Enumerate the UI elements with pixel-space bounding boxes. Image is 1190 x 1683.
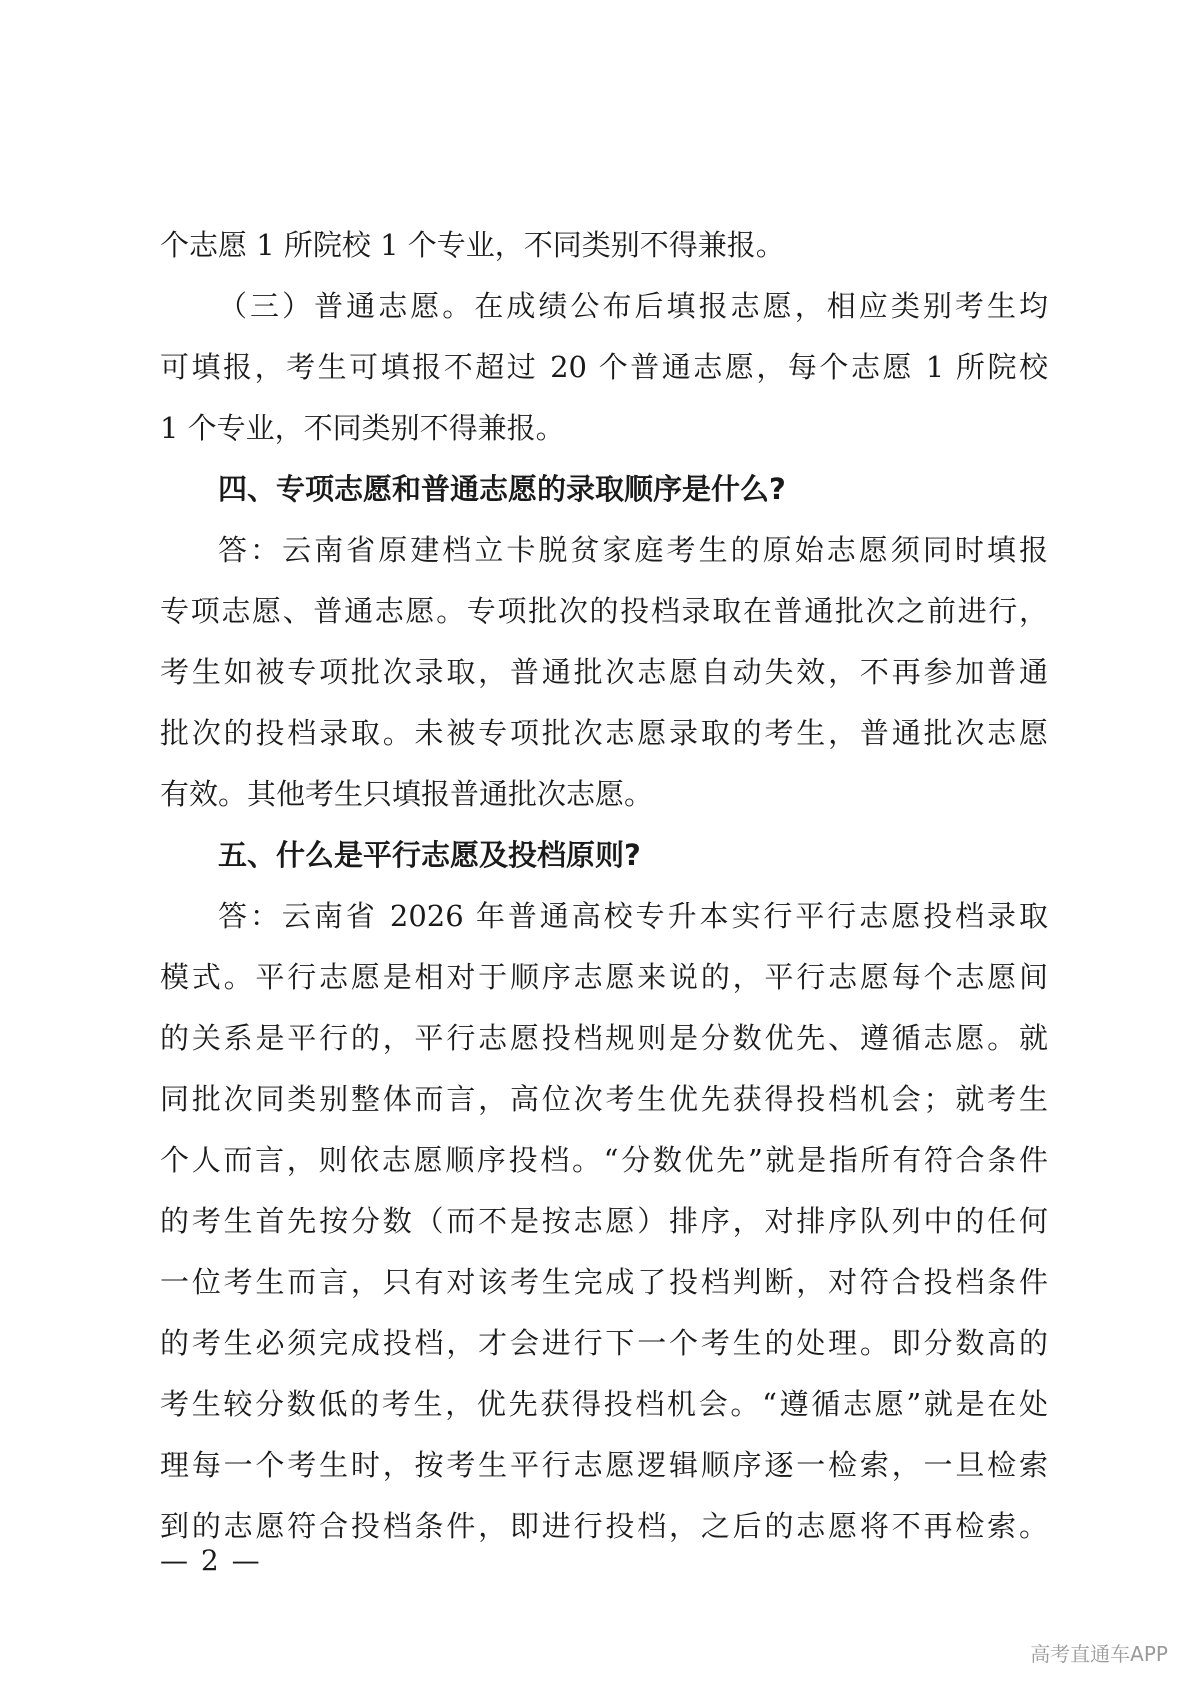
paragraph-line: 的考生必须完成投档，才会进行下一个考生的处理。即分数高的 — [160, 1326, 1048, 1360]
paragraph-line: 考生如被专项批次录取，普通批次志愿自动失效，不再参加普通 — [160, 655, 1048, 689]
paragraph-line: 考生较分数低的考生，优先获得投档机会。“遵循志愿”就是在处 — [160, 1387, 1048, 1421]
document-body — [160, 215, 1048, 1557]
paragraph-line: 有效。其他考生只填报普通批次志愿。 — [160, 777, 654, 811]
paragraph-line: 专项志愿、普通志愿。专项批次的投档录取在普通批次之前进行， — [160, 594, 1048, 628]
paragraph-line: 答：云南省 2026 年普通高校专升本实行平行志愿投档录取 — [218, 899, 1048, 933]
paragraph-line: 可填报，考生可填报不超过 20 个普通志愿，每个志愿 1 所院校 — [160, 350, 1048, 384]
paragraph-line: 批次的投档录取。未被专项批次志愿录取的考生，普通批次志愿 — [160, 716, 1048, 750]
paragraph-line: 的考生首先按分数（而不是按志愿）排序，对排序队列中的任何 — [160, 1204, 1048, 1238]
paragraph-line: 一位考生而言，只有对该考生完成了投档判断，对符合投档条件 — [160, 1265, 1048, 1299]
paragraph-line: 模式。平行志愿是相对于顺序志愿来说的，平行志愿每个志愿间 — [160, 960, 1048, 994]
paragraph-line: 答：云南省原建档立卡脱贫家庭考生的原始志愿须同时填报 — [218, 533, 1048, 567]
section-heading: 五、什么是平行志愿及投档原则? — [218, 838, 641, 872]
paragraph-line: 理每一个考生时，按考生平行志愿逻辑顺序逐一检索，一旦检索 — [160, 1448, 1048, 1482]
section-heading: 四、专项志愿和普通志愿的录取顺序是什么? — [218, 472, 786, 506]
paragraph-line: （三）普通志愿。在成绩公布后填报志愿，相应类别考生均 — [218, 289, 1048, 323]
paragraph-line: 1 个专业，不同类别不得兼报。 — [160, 411, 565, 445]
paragraph-line: 到的志愿符合投档条件，即进行投档，之后的志愿将不再检索。 — [160, 1509, 1048, 1543]
paragraph-line: 个志愿 1 所院校 1 个专业，不同类别不得兼报。 — [160, 228, 785, 262]
paragraph-line: 个人而言，则依志愿顺序投档。“分数优先”就是指所有符合条件 — [160, 1143, 1048, 1177]
paragraph-line: 的关系是平行的，平行志愿投档规则是分数优先、遵循志愿。就 — [160, 1021, 1048, 1055]
page-number: — 2 — — [160, 1544, 262, 1577]
watermark-text: 高考直通车APP — [1030, 1642, 1168, 1666]
paragraph-line: 同批次同类别整体而言，高位次考生优先获得投档机会；就考生 — [160, 1082, 1048, 1116]
